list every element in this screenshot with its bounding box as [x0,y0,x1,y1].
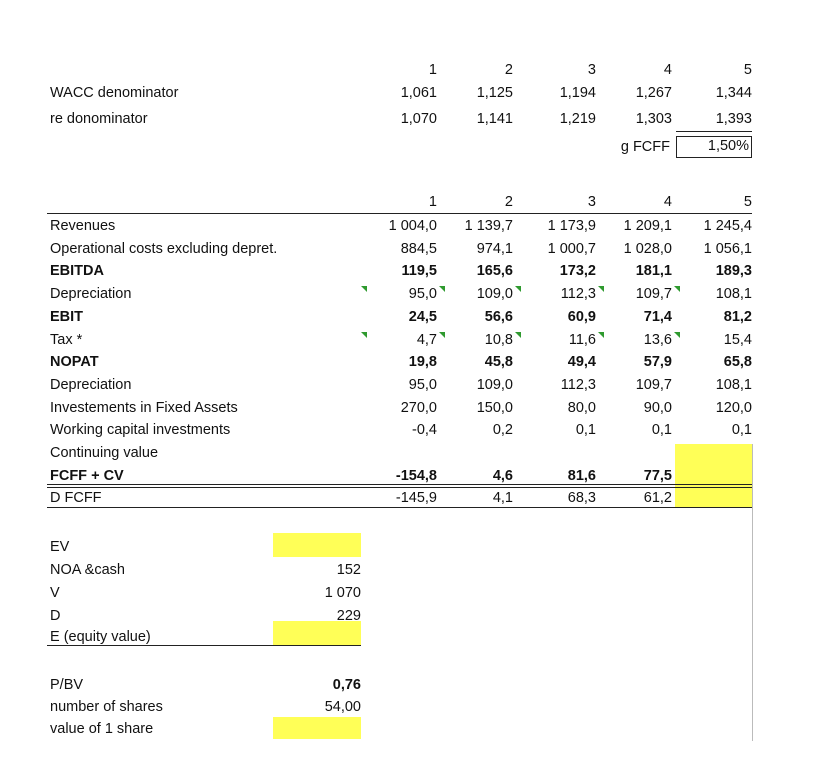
table-year-header: 4 [663,194,672,210]
comment-marker [439,332,445,338]
table-cell[interactable]: 45,8 [484,354,513,371]
top-row-label: WACC denominator [50,85,179,101]
shares-label: number of shares [50,699,163,715]
table-row-label: Depreciation [50,376,132,393]
highlight-dfcff-year5 [675,485,752,508]
table-cell[interactable]: 1 000,7 [547,240,596,257]
table-cell[interactable]: 24,5 [408,308,437,325]
shares-label: value of 1 share [50,721,154,737]
table-cell[interactable]: 1 209,1 [623,218,672,234]
comment-marker [598,286,604,292]
table-row-label: NOPAT [50,354,99,371]
shares-value[interactable]: 0,76 [332,677,361,693]
table-cell[interactable]: 0,1 [651,422,672,439]
table-cell[interactable]: -0,4 [412,422,437,439]
table-cell[interactable]: 80,0 [567,399,596,416]
top-cell[interactable]: 1,070 [400,111,437,127]
table-cell[interactable]: 81,6 [567,467,596,484]
valuation-value[interactable]: 152 [336,562,361,578]
comment-marker [674,286,680,292]
shares-value[interactable]: 54,00 [324,699,361,715]
equity-underline-right [273,645,361,646]
valuation-label: V [50,585,60,601]
table-cell[interactable]: 4,6 [492,467,513,484]
table-cell[interactable]: 0,2 [492,422,513,439]
table-header-rule [47,213,752,214]
highlight-cv-year5 [675,444,752,485]
table-cell[interactable]: 4,1 [492,490,513,507]
top-year-header: 3 [587,62,596,78]
top-cell[interactable]: 1,125 [476,85,513,101]
top-year-header: 2 [504,62,513,78]
table-cell[interactable]: 109,7 [635,376,672,393]
top-year-header: 4 [663,62,672,78]
table-cell[interactable]: 173,2 [559,263,596,280]
table-cell[interactable]: 65,8 [723,354,752,371]
top-cell[interactable]: 1,194 [559,85,596,101]
top-row-label: re donominator [50,111,148,127]
valuation-value[interactable]: 1 070 [324,585,361,601]
valuation-label: EV [50,539,70,555]
table-year-header: 5 [743,194,752,210]
valuation-label: E (equity value) [50,629,151,645]
top-cell[interactable]: 1,344 [715,85,752,101]
table-cell[interactable]: 95,0 [408,286,437,303]
table-cell[interactable]: 19,8 [408,354,437,371]
equity-underline [47,645,273,646]
table-cell[interactable]: 68,3 [567,490,596,507]
table-cell[interactable]: 4,7 [416,331,437,348]
table-cell[interactable]: 13,6 [643,331,672,348]
shares-label: P/BV [50,677,84,693]
table-row-label: Tax * [50,331,83,348]
table-cell[interactable]: 109,7 [635,286,672,303]
table-year-header: 3 [587,194,596,210]
table-cell[interactable]: 165,6 [476,263,513,280]
highlight-ev [273,533,361,557]
table-cell[interactable]: 1 004,0 [388,218,437,234]
table-row-label: EBITDA [50,263,104,280]
table-cell[interactable]: 1 245,4 [703,218,752,234]
table-row-label: FCFF + CV [50,467,124,484]
table-cell[interactable]: 119,5 [401,263,437,280]
g-fcff-value-cell[interactable]: 1,50% [676,136,752,158]
top-year-header: 5 [743,62,752,78]
table-cell[interactable]: 884,5 [400,240,437,257]
top-cell[interactable]: 1,061 [400,85,437,101]
table-cell[interactable]: 15,4 [723,331,752,348]
table-row-label: D FCFF [50,490,102,507]
table-cell[interactable]: 81,2 [723,308,752,325]
table-cell[interactable]: 181,1 [635,263,672,280]
table-row-label: Continuing value [50,445,159,461]
table-cell[interactable]: -154,8 [395,467,437,484]
table-cell[interactable]: 90,0 [643,399,672,416]
table-year-header: 2 [504,194,513,210]
table-cell[interactable]: 112,3 [560,286,596,303]
table-cell[interactable]: 60,9 [567,308,596,325]
table-row-label: Operational costs excluding depret. [50,240,278,257]
table-cell[interactable]: 0,1 [575,422,596,439]
table-cell[interactable]: 49,4 [567,354,596,371]
table-cell[interactable]: 77,5 [643,467,672,484]
g-fcff-label: g FCFF [620,139,670,155]
table-cell[interactable]: 10,8 [484,331,513,348]
table-cell[interactable]: 270,0 [400,399,437,416]
table-cell[interactable]: 1 056,1 [703,240,752,257]
comment-marker [598,332,604,338]
comment-marker [361,332,367,338]
comment-marker [439,286,445,292]
table-cell[interactable]: 150,0 [476,399,513,416]
table-cell[interactable]: 108,1 [715,376,752,393]
table-cell[interactable]: 1 028,0 [623,240,672,257]
table-row-label: EBIT [50,308,84,325]
comment-marker [674,332,680,338]
valuation-label: NOA &cash [50,562,125,578]
table-cell[interactable]: 0,1 [731,422,752,439]
top-cell[interactable]: 1,267 [635,85,672,101]
fcff-double-rule-top [47,484,752,485]
table-row-label: Revenues [50,218,116,234]
top-underline [676,131,752,132]
table-year-header: 1 [428,194,437,210]
table-cell[interactable]: 109,0 [476,286,513,303]
table-cell[interactable]: 109,0 [476,376,513,393]
table-cell[interactable]: 11,6 [568,331,596,348]
comment-marker [515,332,521,338]
valuation-value[interactable]: 229 [336,608,361,624]
highlight-share-value [273,717,361,739]
fcff-double-rule-bottom [47,487,752,488]
table-cell[interactable]: 57,9 [643,354,672,371]
table-cell[interactable]: 189,3 [715,263,752,280]
comment-marker [361,286,367,292]
table-cell[interactable]: 108,1 [715,286,752,303]
table-cell[interactable]: 112,3 [560,376,596,393]
valuation-label: D [50,608,61,624]
top-cell[interactable]: 1,141 [476,111,513,127]
top-cell[interactable]: 1,393 [715,111,752,127]
table-cell[interactable]: -145,9 [395,490,437,507]
table-cell[interactable]: 1 173,9 [547,218,596,234]
table-cell[interactable]: 56,6 [484,308,513,325]
top-cell[interactable]: 1,303 [635,111,672,127]
table-row-label: Investements in Fixed Assets [50,399,238,416]
top-cell[interactable]: 1,219 [559,111,596,127]
table-cell[interactable]: 95,0 [408,376,437,393]
table-row-label: Depreciation [50,286,132,303]
table-cell[interactable]: 71,4 [643,308,672,325]
dfcff-rule [47,507,752,508]
right-gridline [752,444,753,741]
comment-marker [515,286,521,292]
table-cell[interactable]: 974,1 [476,240,513,257]
table-cell[interactable]: 61,2 [643,490,672,507]
table-cell[interactable]: 1 139,7 [464,218,513,234]
table-cell[interactable]: 120,0 [715,399,752,416]
top-year-header: 1 [428,62,437,78]
table-row-label: Working capital investments [50,422,231,439]
